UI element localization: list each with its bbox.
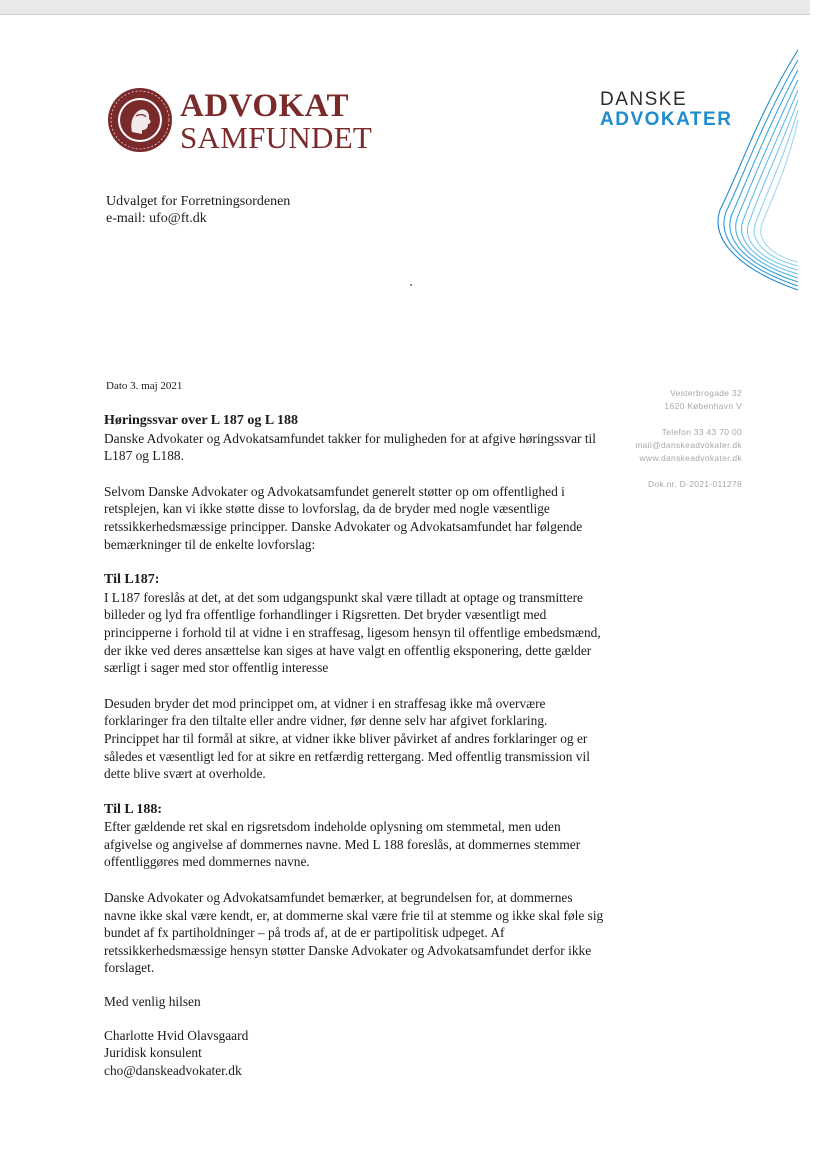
danske-advokater-logo (600, 90, 732, 131)
document-number: Dok.nr. D-2021-011278 (647, 479, 742, 489)
logo-word-samfundet: SAMFUNDET (180, 120, 373, 155)
letter-date: Dato 3. maj 2021 (106, 380, 183, 392)
sender-address-street: Vesterbrogade 32 (670, 388, 742, 398)
logo-word-danske: DANSKE (600, 89, 688, 110)
section-heading-l187: Til L187: (104, 572, 160, 588)
recipient-block (106, 193, 290, 227)
advokatsamfundet-seal-icon (106, 86, 174, 154)
l188-paragraph-2: Danske Advokater og Advokatsamfundet bemærker, at begrundelsen for, at dommernes navne ikke skal være kendt, er, at dommerne skal være frie til at stemme og ikke skal føle sig bundet af fx partiholdninger – på trods af, at de er partipolitisk udpeget. Af retssikkerhedsmæssige hensyn støtter Danske Advokater og Advokatsamfundet derfor ikke forslaget. (104, 890, 604, 976)
recipient-email: e-mail: ufo@ft.dk (106, 211, 207, 226)
scan-top-edge-corner (810, 0, 828, 14)
sender-web: www.danskeadvokater.dk (639, 453, 742, 463)
scan-speck (410, 284, 412, 286)
sender-email: mail@danskeadvokater.dk (635, 440, 742, 450)
l187-paragraph-1: I L187 foreslås at det, at det som udgangspunkt skal være tilladt at optage og transmittere billeder og lyd fra offentlige forhandlinger i Rigsretten. Det bryder væsentligt med principperne i forhold til at vidne i en straffesag, ligesom hensyn til offentlige embedsmænd, der ikke ved deres ansættelse kan siges at have valgt en offentlig eksponering, dette gælder særligt i sager med stor offentlig interesse (104, 589, 601, 676)
logo-word-advokat: ADVOKAT (180, 88, 350, 124)
letter-intro: Danske Advokater og Advokatsamfundet takker for muligheden for at afgive høringssvar til L187 og L188. (104, 430, 596, 464)
recipient-name: Udvalget for Forretningsordenen (106, 194, 291, 209)
signature-name: Charlotte Hvid Olavsgaard (104, 1027, 249, 1043)
sender-info (600, 387, 742, 491)
section-heading-l188: Til L 188: (104, 801, 163, 817)
l187-paragraph-2: Desuden bryder det mod princippet om, at vidner i en straffesag ikke må overvære forklaringer fra den tiltalte eller andre vidner, før denne selv har afgivet forklaring. Princippet har til formål at sikre, at vidner ikke bliver påvirket af andres forklaringer og er således et væsentligt led for at sikre en retfærdig rettergang. Med offentlig transmission vil dette blive svært at overholde. (104, 695, 590, 782)
advokatsamfundet-logo (106, 86, 386, 156)
letter-title: Høringssvar over L 187 og L 188 (104, 413, 298, 428)
closing: Med venlig hilsen (104, 994, 201, 1010)
scan-top-edge (0, 0, 810, 15)
l188-paragraph-1: Efter gældende ret skal en rigsretsdom indeholde oplysning om stemmetal, men uden afgivelse og angivelse af dommernes navne. Med L 188 foreslås, at dommernes stemmer offentliggøres med dommernes navne. (104, 819, 581, 870)
danske-advokater-wave-icon (700, 40, 800, 300)
letter-body (104, 412, 604, 1079)
paragraph-1: Selvom Danske Advokater og Advokatsamfundet generelt støtter op om offentlighed i retsplejen, kan vi ikke støtte disse to lovforslag, da de bryder med nogle væsentlige retssikkerhedsmæssige principper. Danske Advokater og Advokatsamfundet har følgende bemærkninger til de enkelte lovforslag: (104, 483, 583, 552)
sender-address-city: 1620 København V (664, 401, 742, 411)
logo-word-advokater: ADVOKATER (600, 108, 733, 130)
signature-title: Juridisk konsulent (104, 1045, 202, 1061)
sender-phone: Telefon 33 43 70 00 (661, 427, 742, 437)
signature-email: cho@danskeadvokater.dk (104, 1062, 242, 1078)
